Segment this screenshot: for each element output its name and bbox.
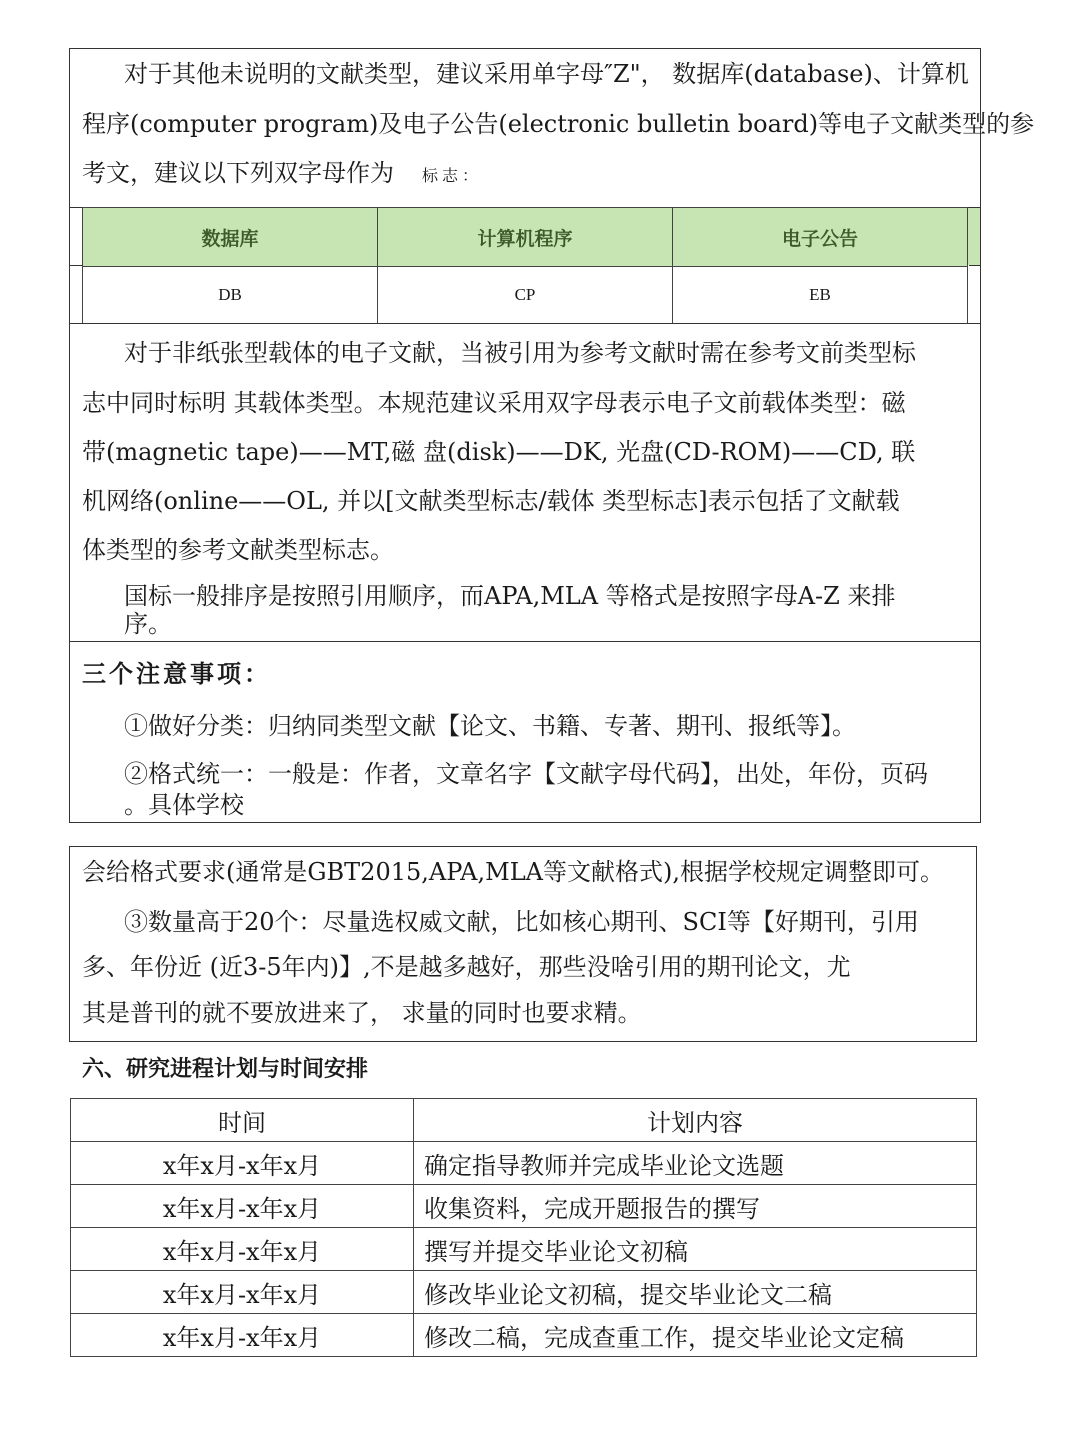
code-table-header-row [83,208,968,267]
text-line: 会给格式要求(通常是GBT2015,APA,MLA等文献格式),根据学校规定调整即可。 [82,858,944,886]
text-line: 国标一般排序是按照引用顺序，而APA,MLA 等格式是按照字母A-Z 来排 [124,582,896,610]
table-row [71,1142,977,1185]
note-item: ②格式统一：一般是：作者，文章名字【文献字母代码】，出处，年份，页码 [124,760,928,788]
text-line: 对于非纸张型载体的电子文献，当被引用为参考文献时需在参考文前类型标 [124,339,916,367]
code-db: DB [83,267,378,324]
header-plan: 计划内容 [414,1099,977,1142]
divider [69,323,981,324]
text-line: ③数量高于20个：尽量选权威文献，比如核心期刊、SCI等【好期刊，引用 [124,908,919,936]
code-cp: CP [378,267,673,324]
text-line: 序。 [124,610,172,638]
cell-plan: 撰写并提交毕业论文初稿 [414,1228,977,1271]
cell-plan: 修改二稿，完成查重工作，提交毕业论文定稿 [414,1314,977,1357]
divider [69,265,82,266]
note-item: ①做好分类：归纳同类型文献【论文、书籍、专著、期刊、报纸等】。 [124,712,856,740]
table-row [71,1314,977,1357]
text-line: 对于其他未说明的文献类型，建议采用单字母″Z"， 数据库(database)、计算机 [124,60,969,88]
text-line: 志中同时标明 其载体类型。本规范建议采用双字母表示电子文前载体类型：磁 [82,389,906,417]
text-line-small: 标志： [422,166,483,185]
text-line: 机网络(online——OL, 并以[文献类型标志/载体 类型标志]表示包括了文献载 [82,487,900,515]
cell-time: x年x月-x年x月 [71,1314,414,1357]
divider [969,265,981,266]
table-row [71,1271,977,1314]
schedule-header-row [71,1099,977,1142]
table-row [71,1228,977,1271]
cell-plan: 收集资料，完成开题报告的撰写 [414,1185,977,1228]
cell-time: x年x月-x年x月 [71,1271,414,1314]
section-title: 六、研究进程计划与时间安排 [82,1057,369,1082]
schedule-table [70,1098,977,1357]
code-table-code-row [83,267,968,324]
cell-time: x年x月-x年x月 [71,1142,414,1185]
header-database: 数据库 [83,208,378,267]
cell-time: x年x月-x年x月 [71,1185,414,1228]
code-eb: EB [673,267,968,324]
text-line: 体类型的参考文献类型标志。 [82,536,394,564]
table-edge-strip [968,208,980,265]
header-computer-program: 计算机程序 [378,208,673,267]
type-code-table [82,207,968,324]
header-time: 时间 [71,1099,414,1142]
text-line: 其是普刊的就不要放进来了， 求量的同时也要求精。 [82,999,642,1027]
divider [69,641,981,642]
header-bulletin: 电子公告 [673,208,968,267]
notes-title: 三个注意事项： [82,659,271,688]
text-line: 程序(computer program)及电子公告(electronic bulletin board)等电子文献类型的参 [82,110,1035,138]
text-line: 多、年份近 (近3-5年内)】,不是越多越好，那些没啥引用的期刊论文，尤 [82,953,851,981]
note-item: 。具体学校 [124,791,244,819]
table-row [71,1185,977,1228]
text-line: 带(magnetic tape)——MT,磁 盘(disk)——DK, 光盘(CD-ROM)——CD, 联 [82,438,916,466]
cell-plan: 修改毕业论文初稿，提交毕业论文二稿 [414,1271,977,1314]
cell-time: x年x月-x年x月 [71,1228,414,1271]
text-line: 考文，建议以下列双字母作为 [82,159,394,187]
cell-plan: 确定指导教师并完成毕业论文选题 [414,1142,977,1185]
